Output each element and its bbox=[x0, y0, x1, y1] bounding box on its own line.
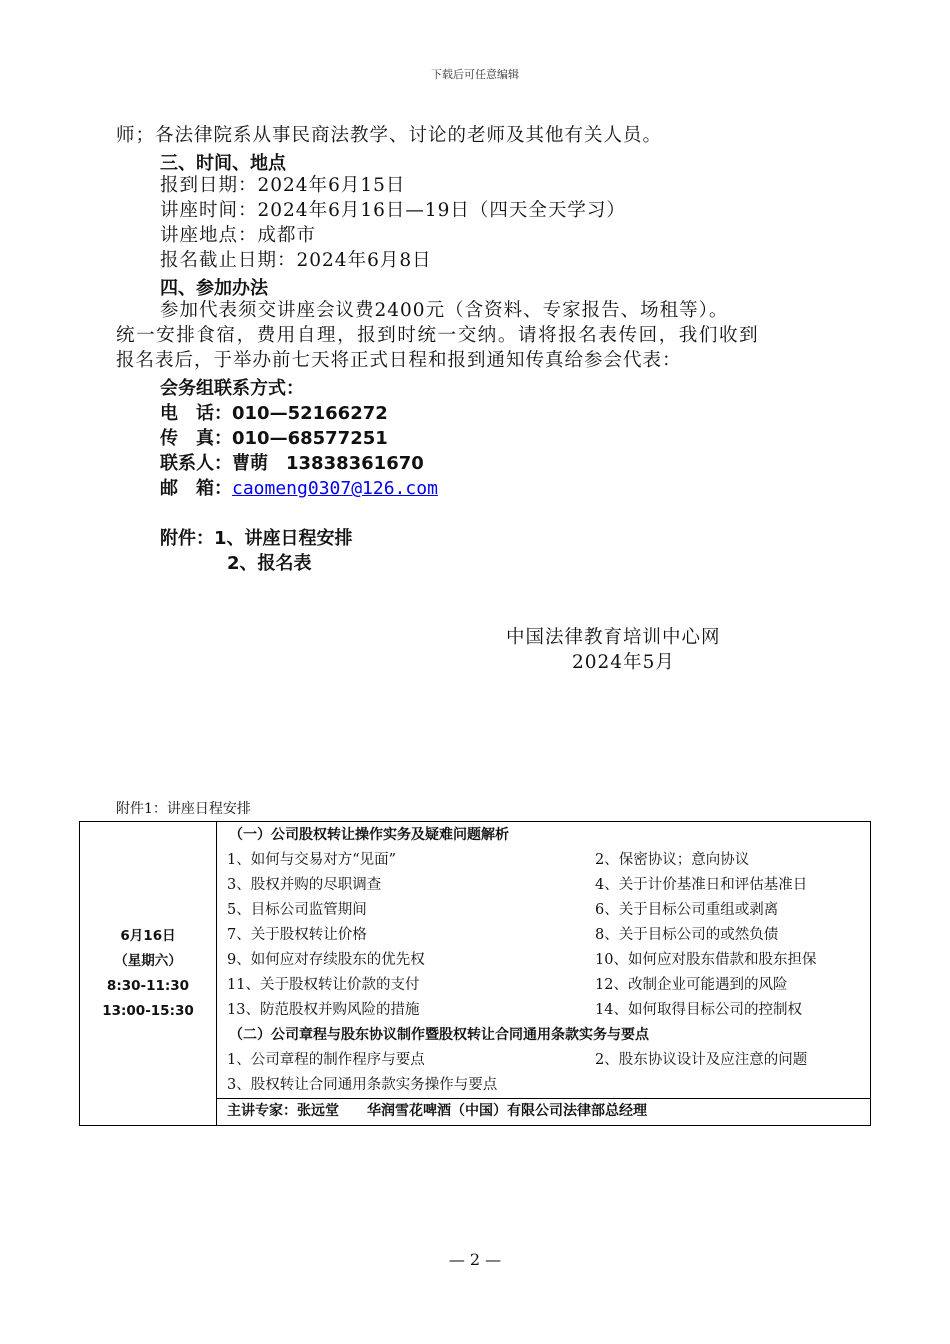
email-label: 邮 箱： bbox=[160, 478, 232, 499]
body-text-line: 参加代表须交讲座会议费2400元（含资料、专家报告、场租等）。 bbox=[160, 300, 729, 321]
page-header: 下载后可任意编辑 bbox=[431, 68, 519, 81]
section-title: （二）公司章程与股东协议制作暨股权转让合同通用条款实务与要点 bbox=[229, 1027, 649, 1043]
phone-label: 电 话： bbox=[160, 403, 232, 424]
list-item: 3、股权并购的尽职调查 4、关于计价基准日和评估基准日 bbox=[227, 877, 808, 893]
person-value: 曹萌 13838361670 bbox=[232, 453, 424, 474]
date-text: 6月16日 bbox=[120, 927, 176, 944]
contact-phone-row bbox=[160, 399, 388, 425]
list-item: 7、关于股权转让价格 8、关于目标公司的或然负债 bbox=[227, 927, 779, 943]
list-item: 9、如何应对存续股东的优先权 10、如何应对股东借款和股东担保 bbox=[227, 952, 817, 968]
list-item: 1、如何与交易对方“见面” 2、保密协议；意向协议 bbox=[227, 852, 750, 868]
table-row bbox=[80, 822, 871, 1126]
contact-person-row bbox=[160, 449, 424, 475]
contact-fax-row bbox=[160, 424, 388, 450]
time-text: 13:00-15:30 bbox=[102, 1002, 194, 1019]
list-item: 3、股权转让合同通用条款实务操作与要点 bbox=[227, 1077, 498, 1093]
signature-date: 2024年5月 bbox=[572, 652, 675, 673]
date-cell bbox=[80, 822, 217, 1126]
contact-title: 会务组联系方式： bbox=[160, 378, 304, 399]
section-heading: 三、时间、地点 bbox=[160, 153, 286, 174]
body-text-line: 统一安排食宿，费用自理，报到时统一交纳。请将报名表传回，我们收到 bbox=[116, 325, 760, 346]
list-item: 13、防范股权并购风险的措施 14、如何取得目标公司的控制权 bbox=[227, 1002, 802, 1018]
signature-org: 中国法律教育培训中心网 bbox=[506, 627, 721, 648]
attachment-line: 附件：1、讲座日程安排 bbox=[160, 528, 353, 549]
fax-label: 传 真： bbox=[160, 428, 232, 449]
list-item: 11、关于股权转让价款的支付 12、改制企业可能遇到的风险 bbox=[227, 977, 788, 993]
page-number: — 2 — bbox=[448, 1250, 502, 1269]
body-text-line: 报到日期：2024年6月15日 bbox=[160, 175, 406, 196]
speaker-line: 主讲专家：张远堂 华润雪花啤酒（中国）有限公司法律部总经理 bbox=[217, 1098, 870, 1124]
email-link[interactable]: caomeng0307@126.com bbox=[232, 478, 438, 499]
attachment-line: 2、报名表 bbox=[227, 553, 312, 574]
section-title: （一）公司股权转让操作实务及疑难问题解析 bbox=[229, 827, 509, 843]
body-text-line: 讲座时间：2024年6月16日—19日（四天全天学习） bbox=[160, 200, 626, 221]
body-text-line: 报名截止日期：2024年6月8日 bbox=[160, 250, 432, 271]
schedule-table bbox=[79, 821, 871, 1126]
phone-value: 010—52166272 bbox=[232, 403, 388, 424]
fax-value: 010—68577251 bbox=[232, 428, 388, 449]
content-cell bbox=[217, 822, 871, 1126]
contact-email-row bbox=[160, 474, 438, 500]
time-text: 8:30-11:30 bbox=[106, 977, 190, 994]
body-text-line: 报名表后，于举办前七天将正式日程和报到通知传真给参会代表： bbox=[116, 350, 682, 371]
table-caption: 附件1：讲座日程安排 bbox=[116, 801, 251, 817]
list-item: 1、公司章程的制作程序与要点 2、股东协议设计及应注意的问题 bbox=[227, 1052, 808, 1068]
body-text-line: 师；各法律院系从事民商法教学、讨论的老师及其他有关人员。 bbox=[116, 125, 663, 146]
body-text-line: 讲座地点：成都市 bbox=[160, 225, 317, 246]
section-heading: 四、参加办法 bbox=[160, 278, 268, 299]
weekday-text: （星期六） bbox=[114, 952, 182, 969]
list-item: 5、目标公司监管期间 6、关于目标公司重组或剥离 bbox=[227, 902, 779, 918]
person-label: 联系人： bbox=[160, 453, 232, 474]
